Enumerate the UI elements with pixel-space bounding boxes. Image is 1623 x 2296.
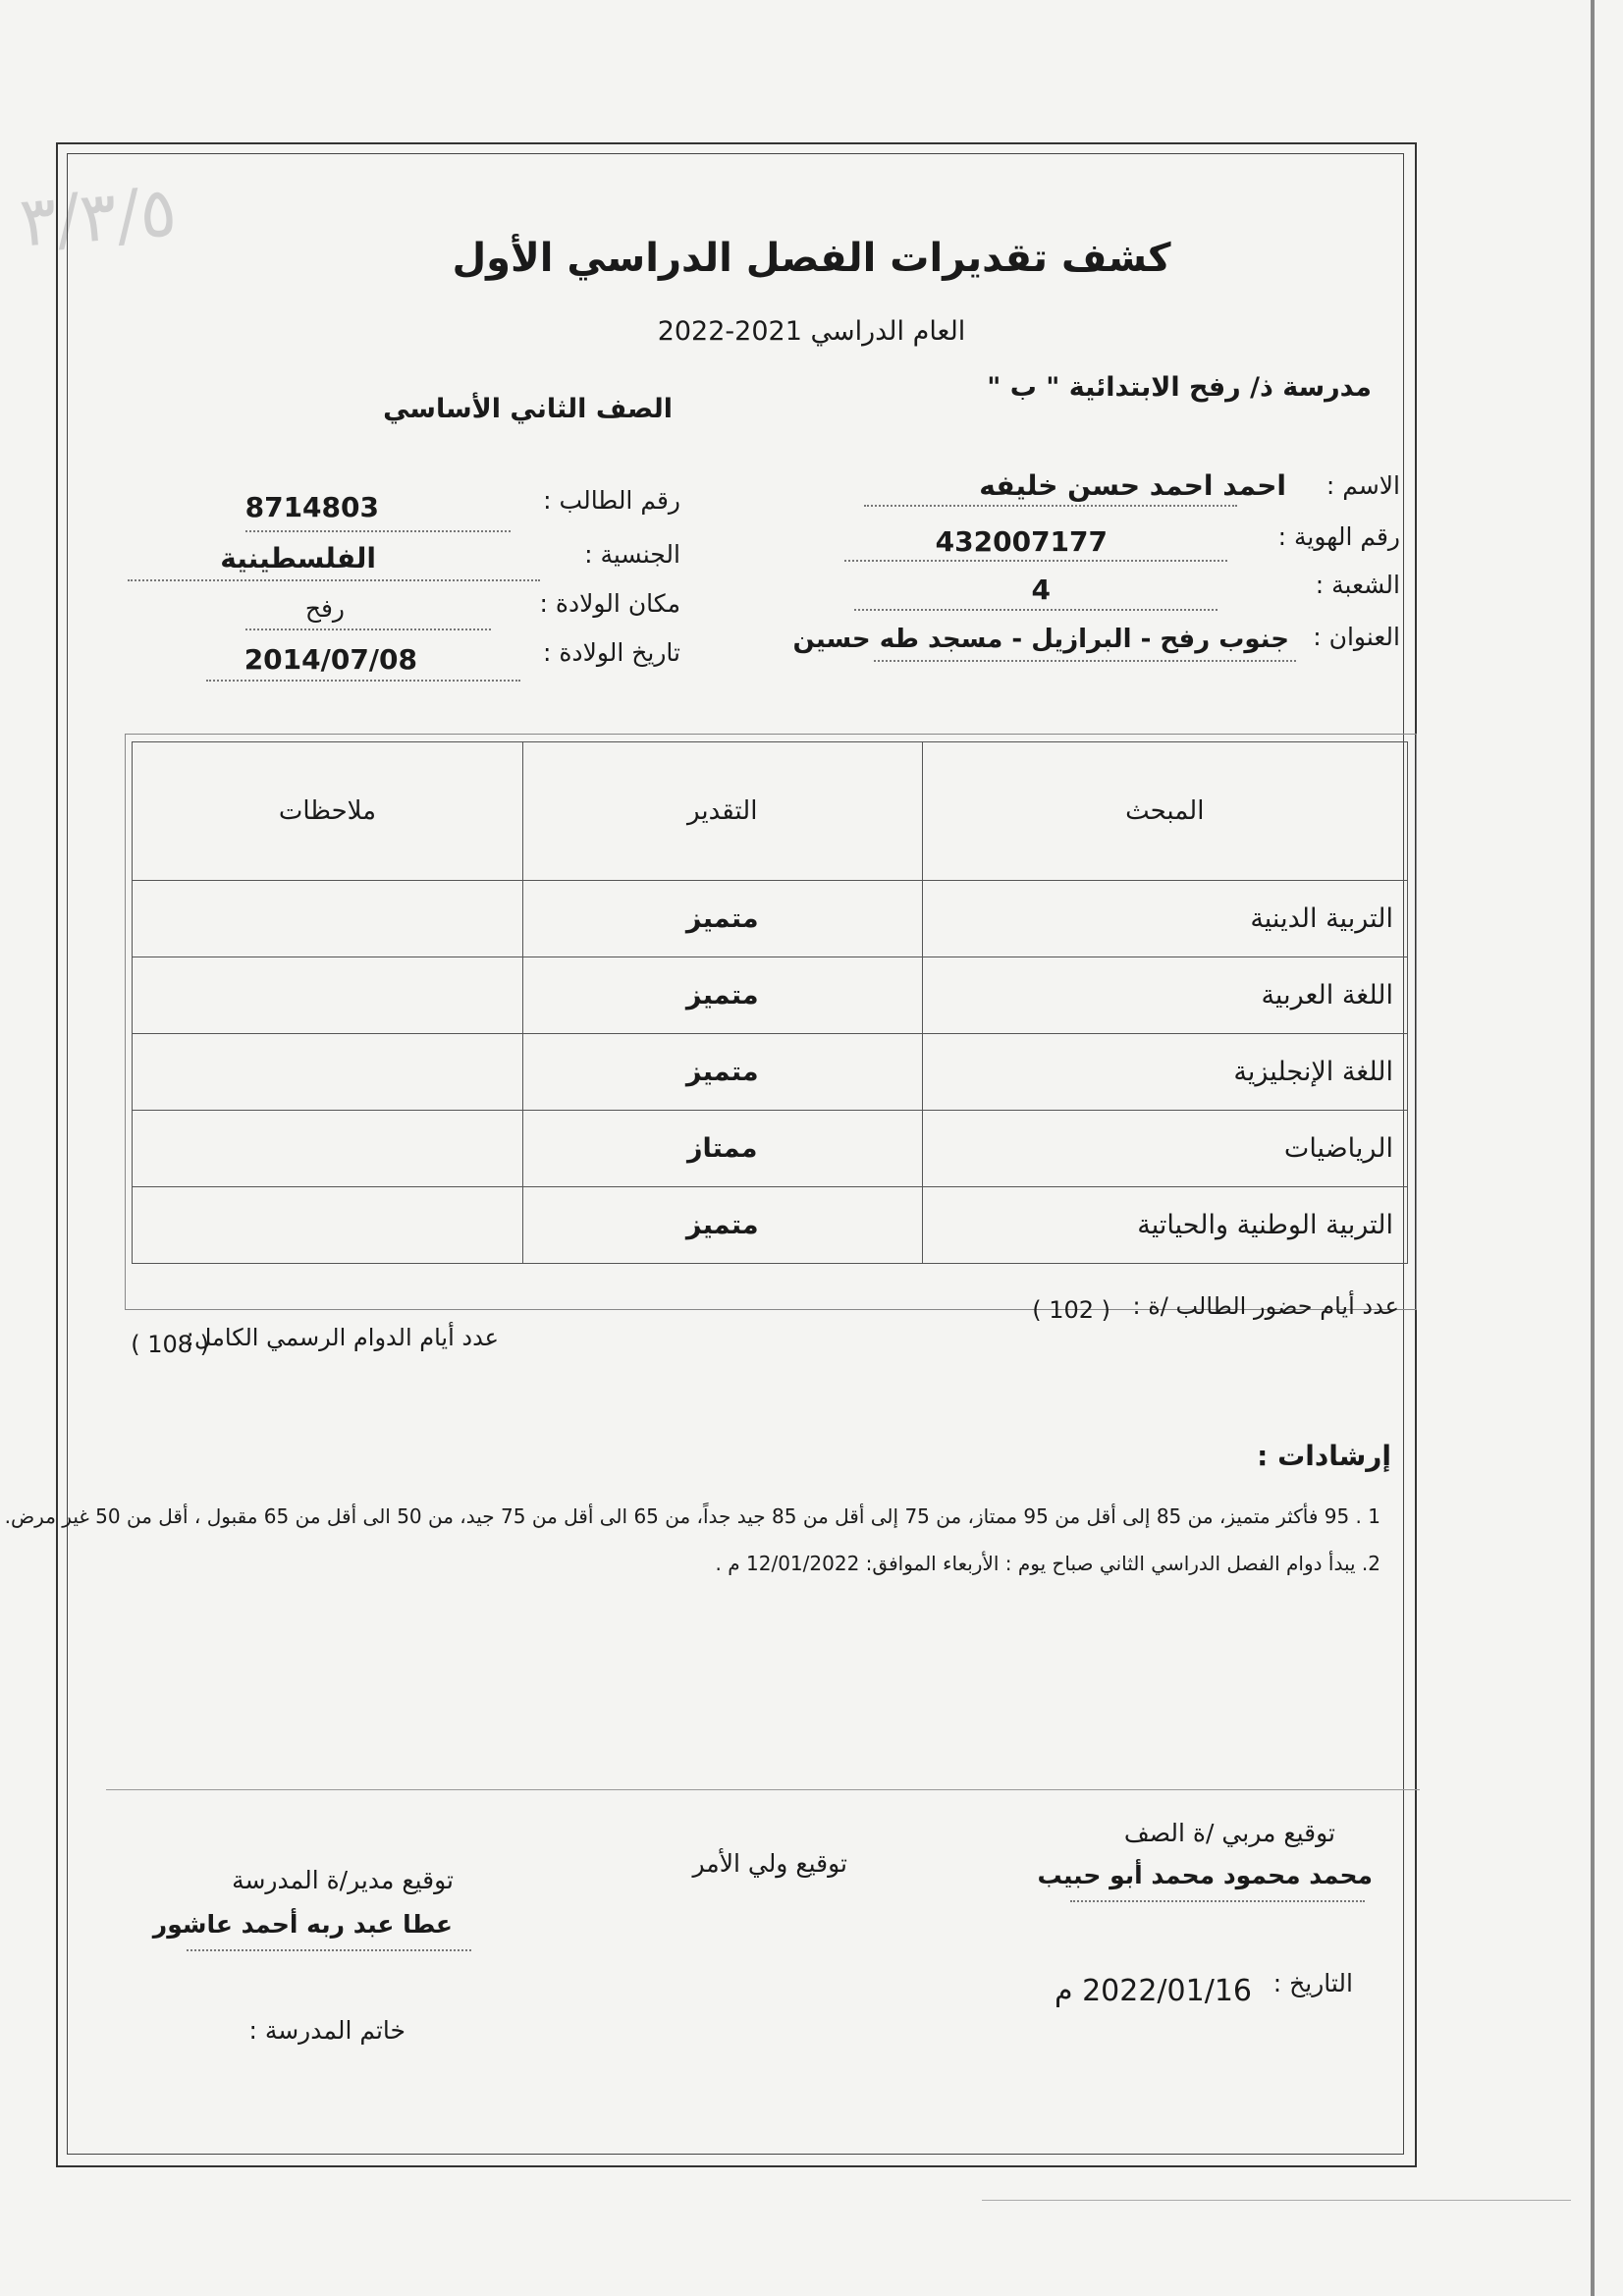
grade-cell: متميز [522, 957, 922, 1034]
birthplace-label: مكان الولادة : [539, 589, 680, 618]
table-row [133, 1034, 1408, 1111]
date-label: التاريخ : [1272, 1969, 1353, 1997]
name-label: الاسم : [1325, 471, 1400, 500]
grades-table [132, 741, 1408, 1264]
attendance-present-value: ( 102 ) [1032, 1296, 1110, 1324]
header-notes: ملاحظات [133, 742, 523, 881]
date-value: 2022/01/16 م [1054, 1974, 1252, 2008]
note-cell [133, 881, 523, 957]
address-label: العنوان : [1313, 623, 1400, 651]
grade-level: الصف الثاني الأساسي [383, 394, 673, 424]
school-name: مدرسة ذ/ رفح الابتدائية " ب " [987, 372, 1372, 403]
attendance-present-label: عدد أيام حضور الطالب /ة : [1132, 1292, 1399, 1320]
table-row [133, 1111, 1408, 1187]
teacher-signature-label: توقيع مربي /ة الصف [1123, 1819, 1335, 1847]
birthdate: 2014/07/08 [243, 643, 417, 676]
birthdate-label: تاريخ الولادة : [542, 638, 680, 667]
subject-cell: التربية الوطنية والحياتية [922, 1187, 1407, 1264]
principal-name: عطا عبد ربه أحمد عاشور [152, 1910, 453, 1939]
birthplace: رفح [304, 594, 345, 623]
grade-cell: متميز [522, 1187, 922, 1264]
subject-cell: اللغة العربية [922, 957, 1407, 1034]
school-stamp-label: خاتم المدرسة : [248, 2016, 406, 2045]
note-cell [133, 1034, 523, 1111]
instruction-line-2: 2. يبدأ دوام الفصل الدراسي الثاني صباح يوم : الأربعاء الموافق: 12/01/2022 م . [715, 1552, 1380, 1575]
grade-cell: متميز [522, 881, 922, 957]
teacher-name: محمد محمود محمد أبو حبيب [1037, 1861, 1373, 1889]
guardian-signature-label: توقيع ولي الأمر [692, 1849, 847, 1878]
student-id: 432007177 [935, 525, 1108, 558]
attendance-official-label: عدد أيام الدوام الرسمي الكامل: [186, 1324, 499, 1351]
header-subject: المبحث [922, 742, 1407, 881]
student-number-label: رقم الطالب : [543, 486, 680, 515]
student-name: احمد احمد حسن خليفه [979, 469, 1286, 502]
table-row [133, 881, 1408, 957]
handwritten-mark: ٣/٣/٥ [17, 171, 180, 263]
scan-line [982, 2200, 1571, 2201]
instructions-title: إرشادات : [1257, 1440, 1391, 1472]
subject-cell: التربية الدينية [922, 881, 1407, 957]
header-grade: التقدير [522, 742, 922, 881]
report-title: كشف تقديرات الفصل الدراسي الأول [452, 236, 1171, 281]
table-row [133, 957, 1408, 1034]
table-row [133, 1187, 1408, 1264]
academic-year: العام الدراسي 2021-2022 [657, 316, 966, 347]
subject-cell: اللغة الإنجليزية [922, 1034, 1407, 1111]
grade-cell: ممتاز [522, 1111, 922, 1187]
nationality-label: الجنسية : [584, 540, 680, 569]
note-cell [133, 1111, 523, 1187]
student-number: 8714803 [244, 491, 379, 523]
grade-cell: متميز [522, 1034, 922, 1111]
student-address: جنوب رفح - البرازيل - مسجد طه حسين [792, 625, 1289, 654]
attendance-official-value: ( 108 ) [131, 1331, 209, 1358]
id-label: رقم الهوية : [1277, 522, 1400, 551]
divider [106, 1789, 1420, 1790]
nationality: الفلسطينية [220, 542, 376, 574]
subject-cell: الرياضيات [922, 1111, 1407, 1187]
instruction-line-1: 1 . 95 فأكثر متميز، من 85 إلى أقل من 95 ممتاز، من 75 إلى أقل من 85 جيد جداً، من 65 الى أقل من 75 جيد، من 50 الى أقل من 65 مقبول ، أقل من 50 غير مرض. [4, 1504, 1380, 1528]
student-section: 4 [1031, 574, 1051, 606]
note-cell [133, 1187, 523, 1264]
note-cell [133, 957, 523, 1034]
section-label: الشعبة : [1315, 571, 1400, 599]
principal-signature-label: توقيع مدير/ة المدرسة [232, 1866, 454, 1894]
